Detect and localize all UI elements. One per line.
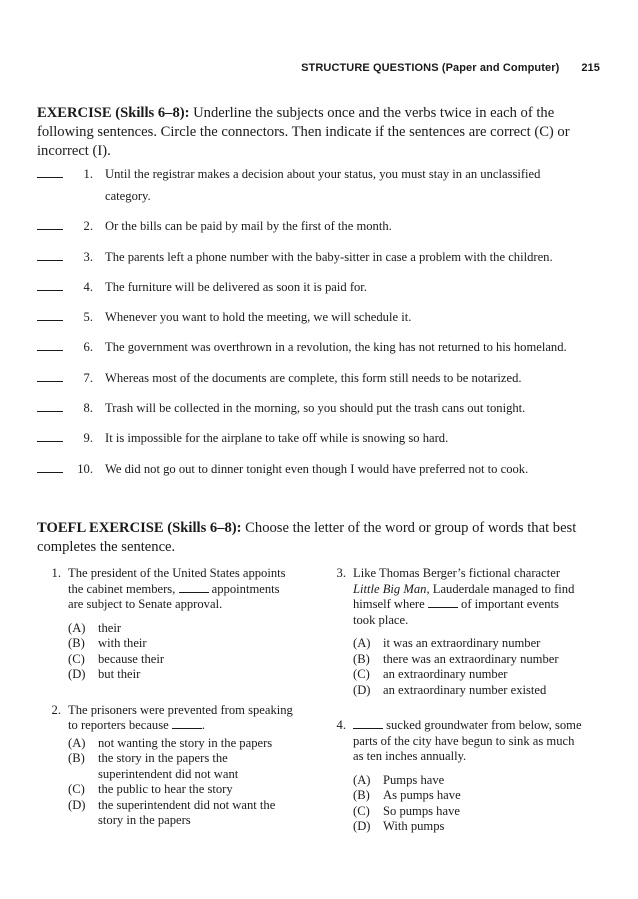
option-text: but their [98, 667, 141, 681]
question-number: 4. [336, 718, 346, 732]
question-3 [322, 566, 582, 628]
exercise-item [37, 276, 597, 298]
option-text: with their [98, 636, 147, 650]
answer-blank[interactable] [37, 276, 63, 291]
answer-option[interactable] [68, 667, 297, 683]
answer-option[interactable] [353, 652, 582, 668]
item-number: 1. [83, 167, 93, 181]
option-letter: (B) [68, 751, 85, 765]
answer-option[interactable] [68, 636, 297, 652]
toefl-instruction-text: Choose the letter of the word or group of words that best completes the sentence. [37, 520, 577, 555]
answer-blank[interactable] [37, 163, 63, 178]
option-letter: (A) [68, 735, 86, 750]
option-letter: (C) [353, 667, 370, 681]
option-letter: (C) [68, 782, 85, 796]
answer-blank[interactable] [353, 718, 383, 729]
running-header [301, 62, 600, 74]
page-number: 215 [581, 62, 600, 74]
question-2 [37, 703, 297, 734]
question-number: 2. [51, 702, 61, 717]
answer-option[interactable] [353, 683, 582, 699]
exercise-item [37, 336, 597, 358]
exercise-item [37, 306, 597, 328]
answer-blank[interactable] [37, 306, 63, 321]
item-number: 3. [83, 249, 93, 264]
answer-option[interactable] [68, 782, 297, 798]
answer-blank[interactable] [179, 582, 209, 593]
item-number: 2. [83, 219, 93, 234]
exercise-item [37, 246, 597, 268]
item-text: Trash will be collected in the morning, so you should put the trash cans out tonight. [105, 401, 526, 416]
option-text: As pumps have [383, 788, 461, 802]
toefl-label: TOEFL EXERCISE (Skills 6–8): [37, 520, 242, 536]
question-number: 1. [51, 566, 61, 580]
option-letter: (B) [353, 788, 370, 802]
option-text: So pumps have [383, 803, 460, 818]
item-text: The furniture will be delivered as soon it is paid for. [105, 279, 367, 294]
option-text: not wanting the story in the papers [98, 735, 273, 750]
option-letter: (D) [353, 682, 371, 697]
options-q2 [68, 736, 297, 829]
option-letter: (C) [353, 803, 370, 818]
question-number: 3. [336, 566, 346, 580]
question-text: Like Thomas Berger’s fictional character Little Big Man, Lauderdale managed to find himself where of important events took place. [353, 566, 575, 627]
options-q1 [68, 621, 297, 683]
answer-option[interactable] [353, 773, 582, 789]
answer-option[interactable] [353, 819, 582, 835]
answer-option[interactable] [353, 804, 582, 820]
option-text: it was an extraordinary number [383, 636, 541, 650]
item-number: 8. [83, 401, 93, 416]
options-q3 [353, 636, 582, 698]
item-text: The government was overthrown in a revolution, the king has not returned to his homeland. [105, 340, 567, 355]
answer-option[interactable] [353, 667, 582, 683]
item-text: The parents left a phone number with the baby-sitter in case a problem with the children. [105, 249, 553, 264]
option-letter: (A) [353, 636, 371, 650]
answer-option[interactable] [68, 736, 297, 752]
option-text: their [98, 620, 122, 635]
answer-option[interactable] [68, 751, 297, 782]
answer-blank[interactable] [37, 458, 63, 473]
exercise-item [37, 427, 597, 449]
option-letter: (D) [68, 667, 86, 681]
item-number: 4. [83, 279, 93, 294]
item-number: 6. [83, 340, 93, 355]
question-text: The president of the United States appoints the cabinet members, appointments are subject to Senate approval. [68, 566, 286, 611]
option-text: an extraordinary number existed [383, 682, 547, 697]
answer-blank[interactable] [428, 597, 458, 608]
item-number: 7. [83, 370, 93, 385]
option-letter: (D) [353, 819, 371, 833]
exercise-item [37, 163, 597, 207]
option-text: an extraordinary number [383, 667, 508, 681]
exercise-item [37, 215, 597, 237]
option-letter: (B) [68, 636, 85, 650]
answer-option[interactable] [68, 798, 297, 829]
exercise-item [37, 397, 597, 419]
question-1 [37, 566, 297, 613]
exercise-instruction-text: Underline the subjects once and the verbs twice in each of the following sentences. Circle the connectors. Then indicate if the sentences are correct (C) or incorrect (I). [37, 105, 570, 159]
item-number: 10. [77, 461, 93, 476]
item-text: Or the bills can be paid by mail by the first of the month. [105, 219, 392, 234]
item-text: We did not go out to dinner tonight even though I would have preferred not to cook. [105, 461, 529, 476]
answer-option[interactable] [353, 788, 582, 804]
toefl-column-left [37, 566, 297, 849]
option-text: there was an extraordinary number [383, 651, 559, 666]
exercise-label: EXERCISE (Skills 6–8): [37, 105, 190, 121]
answer-blank[interactable] [172, 718, 202, 729]
item-number: 5. [83, 310, 93, 325]
item-text: It is impossible for the airplane to take off while is snowing so hard. [105, 431, 449, 446]
option-text: With pumps [383, 819, 445, 833]
toefl-column-right [322, 566, 582, 855]
header-title: STRUCTURE QUESTIONS (Paper and Computer) [301, 62, 560, 74]
item-number: 9. [83, 431, 93, 446]
exercise-item [37, 458, 597, 480]
option-letter: (D) [68, 797, 86, 812]
answer-blank[interactable] [37, 336, 63, 351]
question-text: sucked groundwater from below, some parts of the city have begun to sink as much as ten inches annually. [353, 718, 582, 763]
toefl-instructions [37, 519, 577, 557]
option-text: the superintendent did not want the story in the papers [98, 797, 276, 827]
answer-option[interactable] [68, 652, 297, 668]
answer-blank[interactable] [37, 246, 63, 261]
exercise-items [37, 163, 597, 488]
option-text: because their [98, 651, 165, 666]
item-text: Until the registrar makes a decision about your status, you must stay in an unclassified category. [105, 167, 541, 203]
answer-blank[interactable] [37, 367, 63, 382]
answer-blank[interactable] [37, 215, 63, 230]
options-q4 [353, 773, 582, 835]
exercise-item [37, 367, 597, 389]
item-text: Whenever you want to hold the meeting, we will schedule it. [105, 310, 412, 325]
question-4 [322, 718, 582, 765]
option-letter: (A) [353, 772, 371, 787]
option-letter: (B) [353, 651, 370, 666]
option-letter: (A) [68, 620, 86, 635]
answer-option[interactable] [68, 621, 297, 637]
answer-option[interactable] [353, 636, 582, 652]
option-letter: (C) [68, 651, 85, 666]
answer-blank[interactable] [37, 427, 63, 442]
question-text: The prisoners were prevented from speaking to reporters because . [68, 702, 293, 732]
exercise-instructions [37, 104, 577, 161]
answer-blank[interactable] [37, 397, 63, 412]
option-text: the story in the papers the superintendent did not want [98, 751, 239, 781]
option-text: Pumps have [383, 772, 445, 787]
item-text: Whereas most of the documents are complete, this form still needs to be notarized. [105, 370, 522, 385]
option-text: the public to hear the story [98, 782, 233, 796]
